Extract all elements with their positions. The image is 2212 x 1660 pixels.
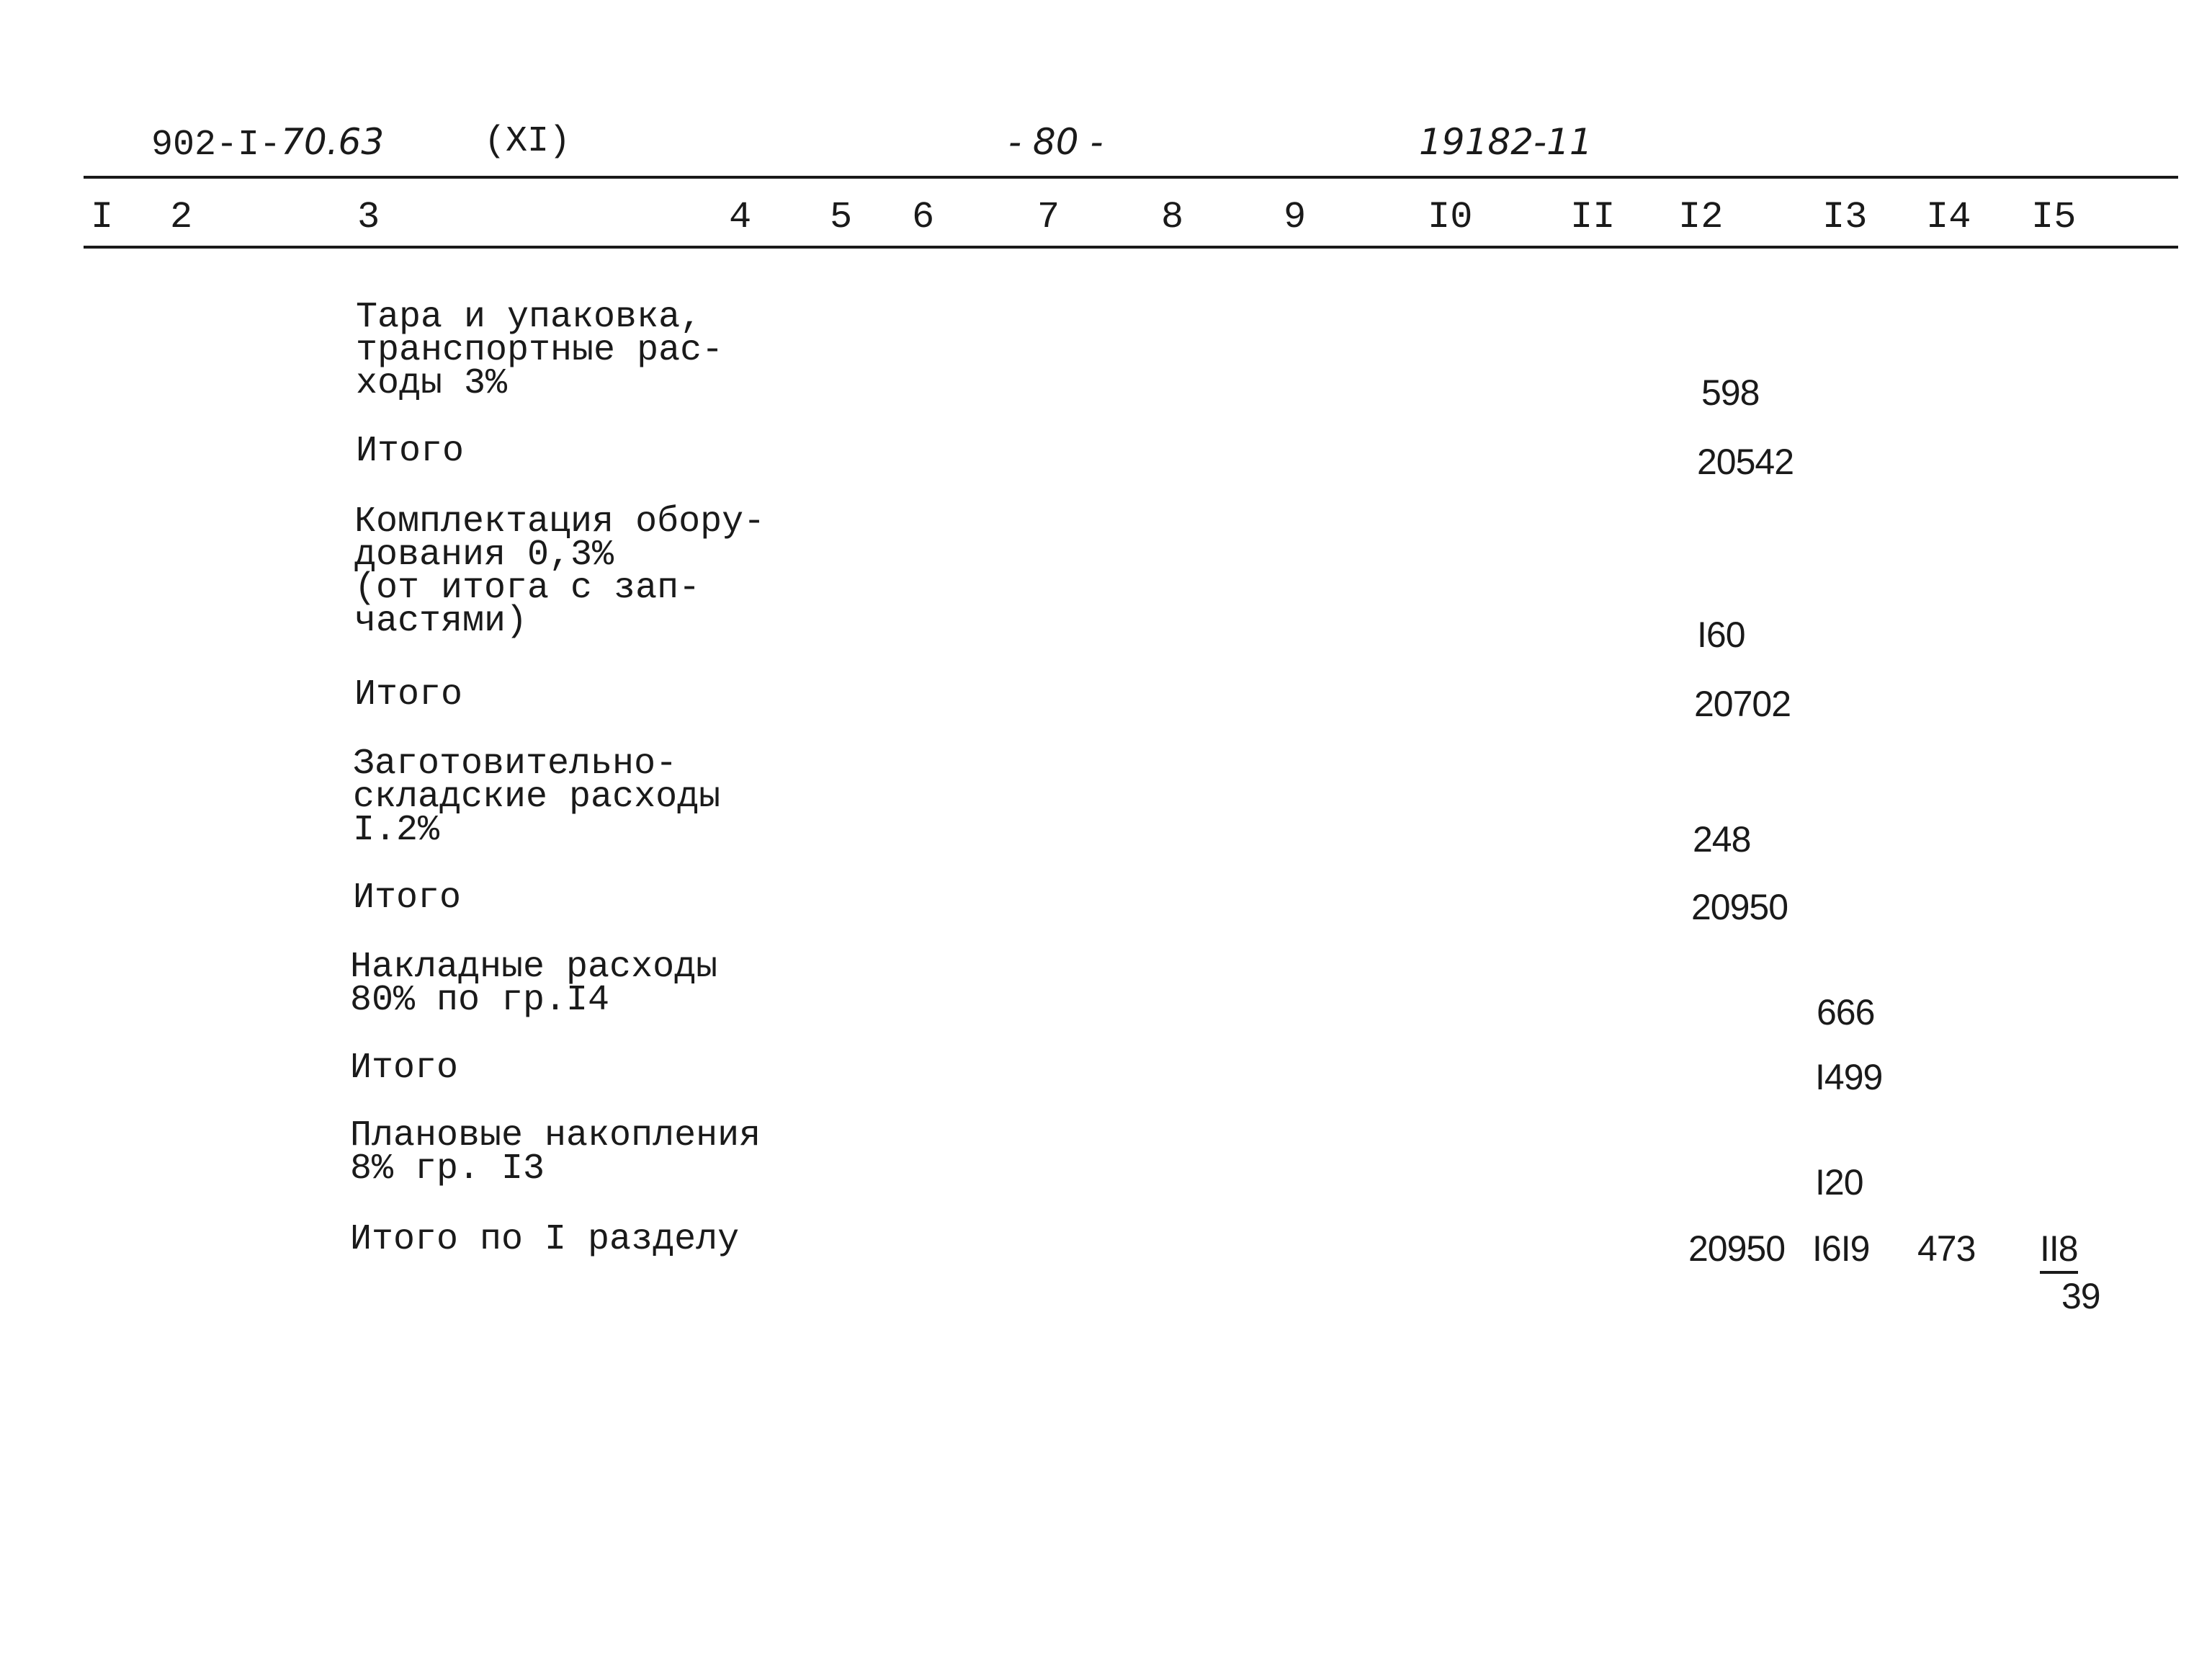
row-label-procurement-storage: Заготовительно- складские расходы I.2% (353, 744, 721, 851)
row-value-subtotal-4-col13: I499 (1815, 1057, 1883, 1097)
row-value-planned-accumulation-col13: I20 (1815, 1162, 1863, 1202)
column-number-14: I4 (1926, 196, 1971, 238)
row-value-subtotal-3-col12: 20950 (1691, 887, 1788, 927)
column-number-4: 4 (729, 196, 752, 238)
row-label-overhead: Накладные расходы 80% по гр.I4 (350, 947, 718, 1021)
row-value-section-total-col14: 473 (1917, 1228, 1976, 1269)
column-number-10: I0 (1428, 196, 1473, 238)
column-number-12: I2 (1678, 196, 1724, 238)
page-number: - 80 - (1008, 121, 1103, 163)
row-label-subtotal-3: Итого (353, 878, 462, 919)
row-value-section-total-col15-numerator: II8 (2040, 1228, 2078, 1274)
document-code-printed: 902-I- (151, 125, 282, 166)
row-label-equipment-kitting: Комплектация обору- дования 0,3% (от итога с зап- частями) (354, 501, 766, 642)
row-value-subtotal-2-col12: 20702 (1694, 684, 1791, 724)
column-number-5: 5 (830, 196, 853, 238)
column-number-7: 7 (1037, 196, 1060, 238)
row-label-packaging: Тара и упаковка, транспортные рас- ходы 3% (356, 297, 724, 404)
column-number-9: 9 (1284, 196, 1307, 238)
row-label-subtotal-2: Итого (354, 674, 463, 715)
row-value-section-total-col13: I6I9 (1812, 1228, 1870, 1269)
column-number-3: 3 (357, 196, 380, 238)
row-value-overhead-col13: 666 (1817, 992, 1875, 1032)
column-number-2: 2 (170, 196, 193, 238)
column-number-6: 6 (912, 196, 935, 238)
row-label-section-total: Итого по I разделу (350, 1219, 740, 1260)
column-number-1: I (91, 196, 114, 238)
header-bottom-rule (84, 246, 2178, 249)
row-label-subtotal-1: Итого (356, 431, 465, 472)
row-value-subtotal-1-col12: 20542 (1697, 442, 1794, 482)
document-code-handwritten: 70.63 (281, 121, 385, 163)
section-number: (XI) (484, 121, 571, 162)
column-number-13: I3 (1822, 196, 1868, 238)
reference-number: 19182-11 (1419, 121, 1593, 163)
header-top-rule (84, 176, 2178, 179)
column-number-11: II (1570, 196, 1616, 238)
row-value-section-total-col15-denominator: 39 (2061, 1276, 2100, 1316)
document-code (151, 121, 384, 166)
row-value-equipment-kitting-col12: I60 (1697, 615, 1745, 655)
column-number-8: 8 (1161, 196, 1184, 238)
row-value-section-total-col12: 20950 (1688, 1228, 1786, 1269)
row-label-subtotal-4: Итого (350, 1048, 459, 1089)
row-value-procurement-storage-col12: 248 (1693, 819, 1751, 860)
row-label-planned-accumulation: Плановые накопления 8% гр. I3 (350, 1115, 761, 1190)
column-number-15: I5 (2031, 196, 2077, 238)
row-value-packaging-col12: 598 (1701, 372, 1760, 413)
